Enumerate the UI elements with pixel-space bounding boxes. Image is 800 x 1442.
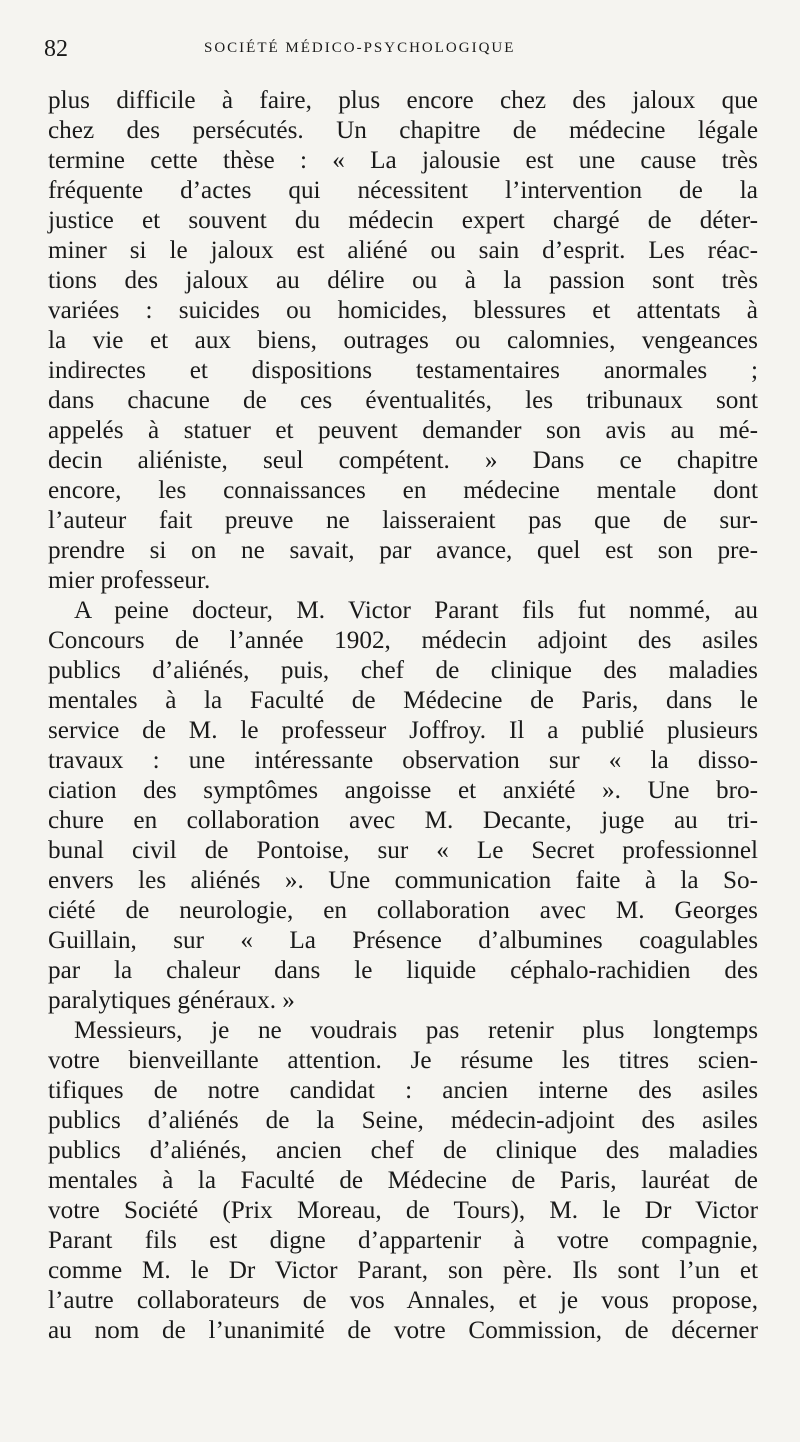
text-line: l’autre collaborateurs de vos Annales, et je vous propose, <box>48 1287 758 1314</box>
text-line: tions des jaloux au délire ou à la passion sont très <box>48 267 758 294</box>
text-line: chez des persécutés. Un chapitre de médecine légale <box>48 117 758 144</box>
body-text <box>48 86 758 1346</box>
text-line: par la chaleur dans le liquide céphalo-rachidien des <box>48 957 758 984</box>
text-line: ciation des symptômes angoisse et anxiété ». Une bro- <box>48 777 758 804</box>
text-line: A peine docteur, M. Victor Parant fils fut nommé, au <box>74 597 758 624</box>
text-line: publics d’aliénés de la Seine, médecin-adjoint des asiles <box>48 1107 758 1134</box>
text-line: prendre si on ne savait, par avance, quel est son pre- <box>48 537 758 564</box>
text-line: encore, les connaissances en médecine mentale dont <box>48 477 758 504</box>
text-line: chure en collaboration avec M. Decante, juge au tri- <box>48 807 758 834</box>
text-line: Parant fils est digne d’appartenir à votre compagnie, <box>48 1227 758 1254</box>
page-number: 82 <box>44 36 68 62</box>
running-title: SOCIÉTÉ MÉDICO-PSYCHOLOGIQUE <box>204 40 516 56</box>
text-line: ciété de neurologie, en collaboration avec M. Georges <box>48 897 758 924</box>
text-line: plus difficile à faire, plus encore chez des jaloux que <box>48 87 758 114</box>
text-line: au nom de l’unanimité de votre Commission, de décerner <box>48 1317 758 1344</box>
text-line: variées : suicides ou homicides, blessures et attentats à <box>48 297 758 324</box>
text-line: dans chacune de ces éventualités, les tribunaux sont <box>48 387 758 414</box>
text-line: bunal civil de Pontoise, sur « Le Secret professionnel <box>48 837 758 864</box>
text-line: service de M. le professeur Joffroy. Il a publié plusieurs <box>48 717 758 744</box>
text-line: termine cette thèse : « La jalousie est une cause très <box>48 147 758 174</box>
text-line: votre Société (Prix Moreau, de Tours), M. le Dr Victor <box>48 1197 758 1224</box>
text-line: appelés à statuer et peuvent demander son avis au mé- <box>48 417 758 444</box>
text-line: publics d’aliénés, puis, chef de clinique des maladies <box>48 657 758 684</box>
text-line: justice et souvent du médecin expert chargé de déter- <box>48 207 758 234</box>
text-line: Concours de l’année 1902, médecin adjoint des asiles <box>48 627 758 654</box>
text-line: tifiques de notre candidat : ancien interne des asiles <box>48 1077 758 1104</box>
text-line: decin aliéniste, seul compétent. » Dans ce chapitre <box>48 447 758 474</box>
text-line: Messieurs, je ne voudrais pas retenir plus longtemps <box>74 1017 758 1044</box>
text-line: miner si le jaloux est aliéné ou sain d’esprit. Les réac- <box>48 237 758 264</box>
text-line: votre bienveillante attention. Je résume les titres scien- <box>48 1047 758 1074</box>
text-line: mier professeur. <box>48 567 211 594</box>
text-line: indirectes et dispositions testamentaires anormales ; <box>48 357 758 384</box>
text-line: paralytiques généraux. » <box>48 987 295 1014</box>
text-line: mentales à la Faculté de Médecine de Paris, lauréat de <box>48 1167 758 1194</box>
text-line: envers les aliénés ». Une communication faite à la So- <box>48 867 758 894</box>
text-line: la vie et aux biens, outrages ou calomnies, vengeances <box>48 327 758 354</box>
text-line: travaux : une intéressante observation sur « la disso- <box>48 747 758 774</box>
text-line: fréquente d’actes qui nécessitent l’intervention de la <box>48 177 758 204</box>
text-line: l’auteur fait preuve ne laisseraient pas que de sur- <box>48 507 758 534</box>
text-line: comme M. le Dr Victor Parant, son père. Ils sont l’un et <box>48 1257 758 1284</box>
text-line: mentales à la Faculté de Médecine de Paris, dans le <box>48 687 758 714</box>
text-line: Guillain, sur « La Présence d’albumines coagulables <box>48 927 758 954</box>
running-head <box>40 36 760 64</box>
text-line: publics d’aliénés, ancien chef de clinique des maladies <box>48 1137 758 1164</box>
